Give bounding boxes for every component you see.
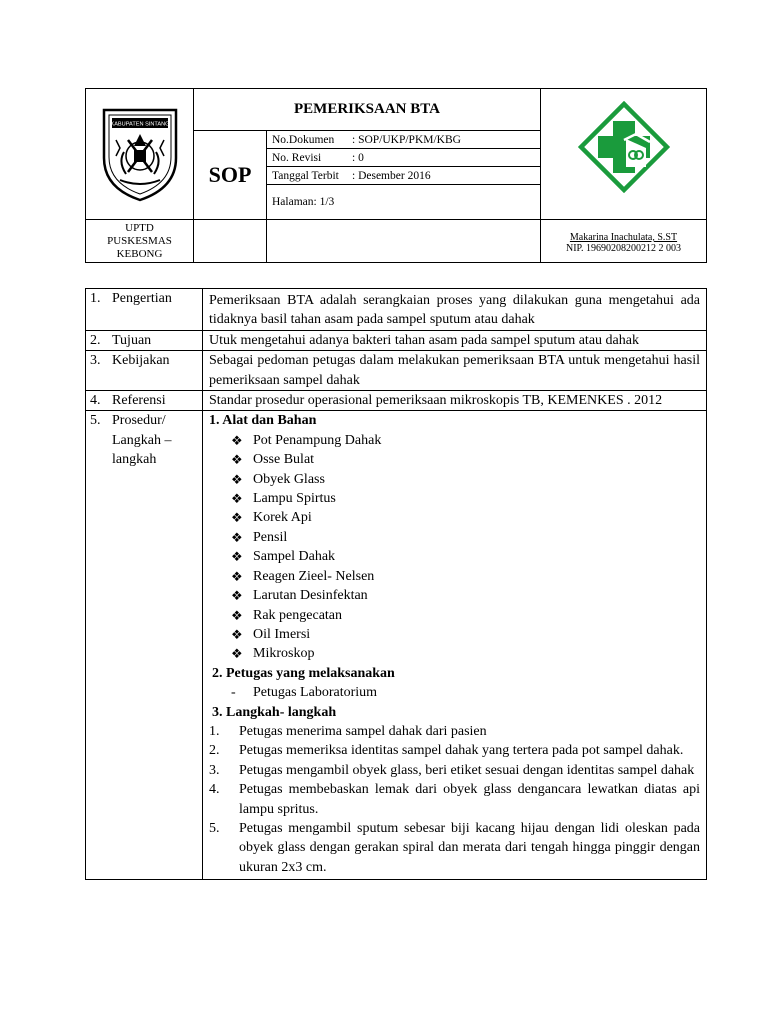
puskesmas-logo-icon <box>578 101 670 193</box>
list-item: ❖ Oil Imersi <box>231 625 700 644</box>
section-heading-officer: 2. Petugas yang melaksanakan <box>212 665 395 681</box>
row-pengertian <box>86 289 707 331</box>
list-item: ❖ Obyek Glass <box>231 470 700 489</box>
row-tujuan <box>86 330 707 350</box>
row-number: 5. <box>90 413 101 429</box>
sop-header-table <box>85 88 707 263</box>
row-text: Utuk mengetahui adanya bakteri tahan asam pada sampel sputum atau dahak <box>203 330 707 350</box>
row-referensi <box>86 391 707 411</box>
blank-cell-sop <box>194 220 267 263</box>
list-item: 5. Petugas mengambil sputum sebesar biji kacang hijau dengan lidi oleskan pada obyek glass dengan gerakan spiral dan merata dari tengah hingga pinggir dengan ukuran 2x3 cm. <box>209 820 700 875</box>
row-number: 3. <box>90 353 101 369</box>
diamond-bullet-icon: ❖ <box>231 607 243 623</box>
diamond-bullet-icon: ❖ <box>231 568 243 584</box>
signatory-name: Makarina Inachulata, S.ST <box>569 232 678 243</box>
signatory <box>541 220 707 263</box>
diamond-bullet-icon: ❖ <box>231 432 243 448</box>
row-kebijakan <box>86 351 707 391</box>
list-item: 3. Petugas mengambil obyek glass, beri etiket sesuai dengan identitas sampel dahak <box>209 762 695 778</box>
field-halaman: Halaman: 1/3 <box>267 185 541 220</box>
blank-cell-fields <box>267 220 541 263</box>
diamond-bullet-icon: ❖ <box>231 626 243 642</box>
unit-name: UPTD PUSKESMAS KEBONG <box>86 220 194 263</box>
field-no-dokumen: No.Dokumen : SOP/UKP/PKM/KBG <box>267 131 541 149</box>
document-title: PEMERIKSAAN BTA <box>194 89 541 131</box>
field-no-revisi: No. Revisi : 0 <box>267 149 541 167</box>
list-item: ❖ Lampu Spirtus <box>231 489 700 508</box>
list-item: 4. Petugas membebaskan lemak dari obyek glass dengancara lewatkan diatas api lampu spritus. <box>209 782 700 817</box>
diamond-bullet-icon: ❖ <box>231 646 243 662</box>
list-item: ❖ Reagen Zieel- Nelsen <box>231 567 700 586</box>
officer-item: - Petugas Laboratorium <box>231 685 378 701</box>
right-logo-cell <box>541 89 707 220</box>
section-heading-tools: 1. Alat dan Bahan <box>209 413 317 429</box>
list-item: ❖ Korek Api <box>231 508 700 527</box>
row-label: Tujuan <box>112 332 152 348</box>
sop-label: SOP <box>194 131 267 220</box>
diamond-bullet-icon: ❖ <box>231 549 243 565</box>
diamond-bullet-icon: ❖ <box>231 491 243 507</box>
diamond-bullet-icon: ❖ <box>231 471 243 487</box>
row-prosedur <box>86 411 707 880</box>
row-text: Sebagai pedoman petugas dalam melakukan pemeriksaan BTA untuk mengetahui hasil pemeriksaan sampel dahak <box>203 351 707 391</box>
field-tanggal-terbit: Tanggal Terbit : Desember 2016 <box>267 167 541 185</box>
list-item: ❖ Sampel Dahak <box>231 547 700 566</box>
row-label: Kebijakan <box>112 353 170 369</box>
sop-content-table <box>85 288 707 880</box>
row-label: Referensi <box>112 393 166 409</box>
diamond-bullet-icon: ❖ <box>231 529 243 545</box>
row-label: Prosedur/ Langkah – langkah <box>112 413 172 468</box>
steps-list <box>209 722 700 877</box>
row-number: 4. <box>90 393 101 409</box>
tools-list <box>209 431 700 664</box>
signatory-nip: NIP. 19690208200212 2 003 <box>565 243 681 254</box>
list-item: 2. Petugas memeriksa identitas sampel dahak yang tertera pada pot sampel dahak. <box>209 743 684 759</box>
list-item: ❖ Rak pengecatan <box>231 606 700 625</box>
list-item: ❖ Pensil <box>231 528 700 547</box>
diamond-bullet-icon: ❖ <box>231 588 243 604</box>
left-logo-cell <box>86 89 194 220</box>
list-item: ❖ Osse Bulat <box>231 450 700 469</box>
list-item: ❖ Pot Penampung Dahak <box>231 431 700 450</box>
row-number: 2. <box>90 332 101 348</box>
list-item: 1. Petugas menerima sampel dahak dari pasien <box>209 723 487 739</box>
section-heading-steps: 3. Langkah- langkah <box>212 704 337 720</box>
list-item: ❖ Larutan Desinfektan <box>231 586 700 605</box>
emblem-banner-text: KABUPATEN SINTANG <box>109 121 170 127</box>
list-item: ❖ Mikroskop <box>231 644 700 663</box>
diamond-bullet-icon: ❖ <box>231 452 243 468</box>
diamond-bullet-icon: ❖ <box>231 510 243 526</box>
regency-emblem-icon <box>98 100 182 204</box>
row-number: 1. <box>90 291 101 306</box>
row-text: Standar prosedur operasional pemeriksaan mikroskopis TB, KEMENKES . 2012 <box>203 391 707 411</box>
procedure-content <box>203 411 707 880</box>
row-text: Pemeriksaan BTA adalah serangkaian proses yang dilakukan guna mengetahui ada tidaknya basil tahan asam pada sampel sputum atau dahak <box>203 289 707 331</box>
row-label: Pengertian <box>112 291 172 306</box>
